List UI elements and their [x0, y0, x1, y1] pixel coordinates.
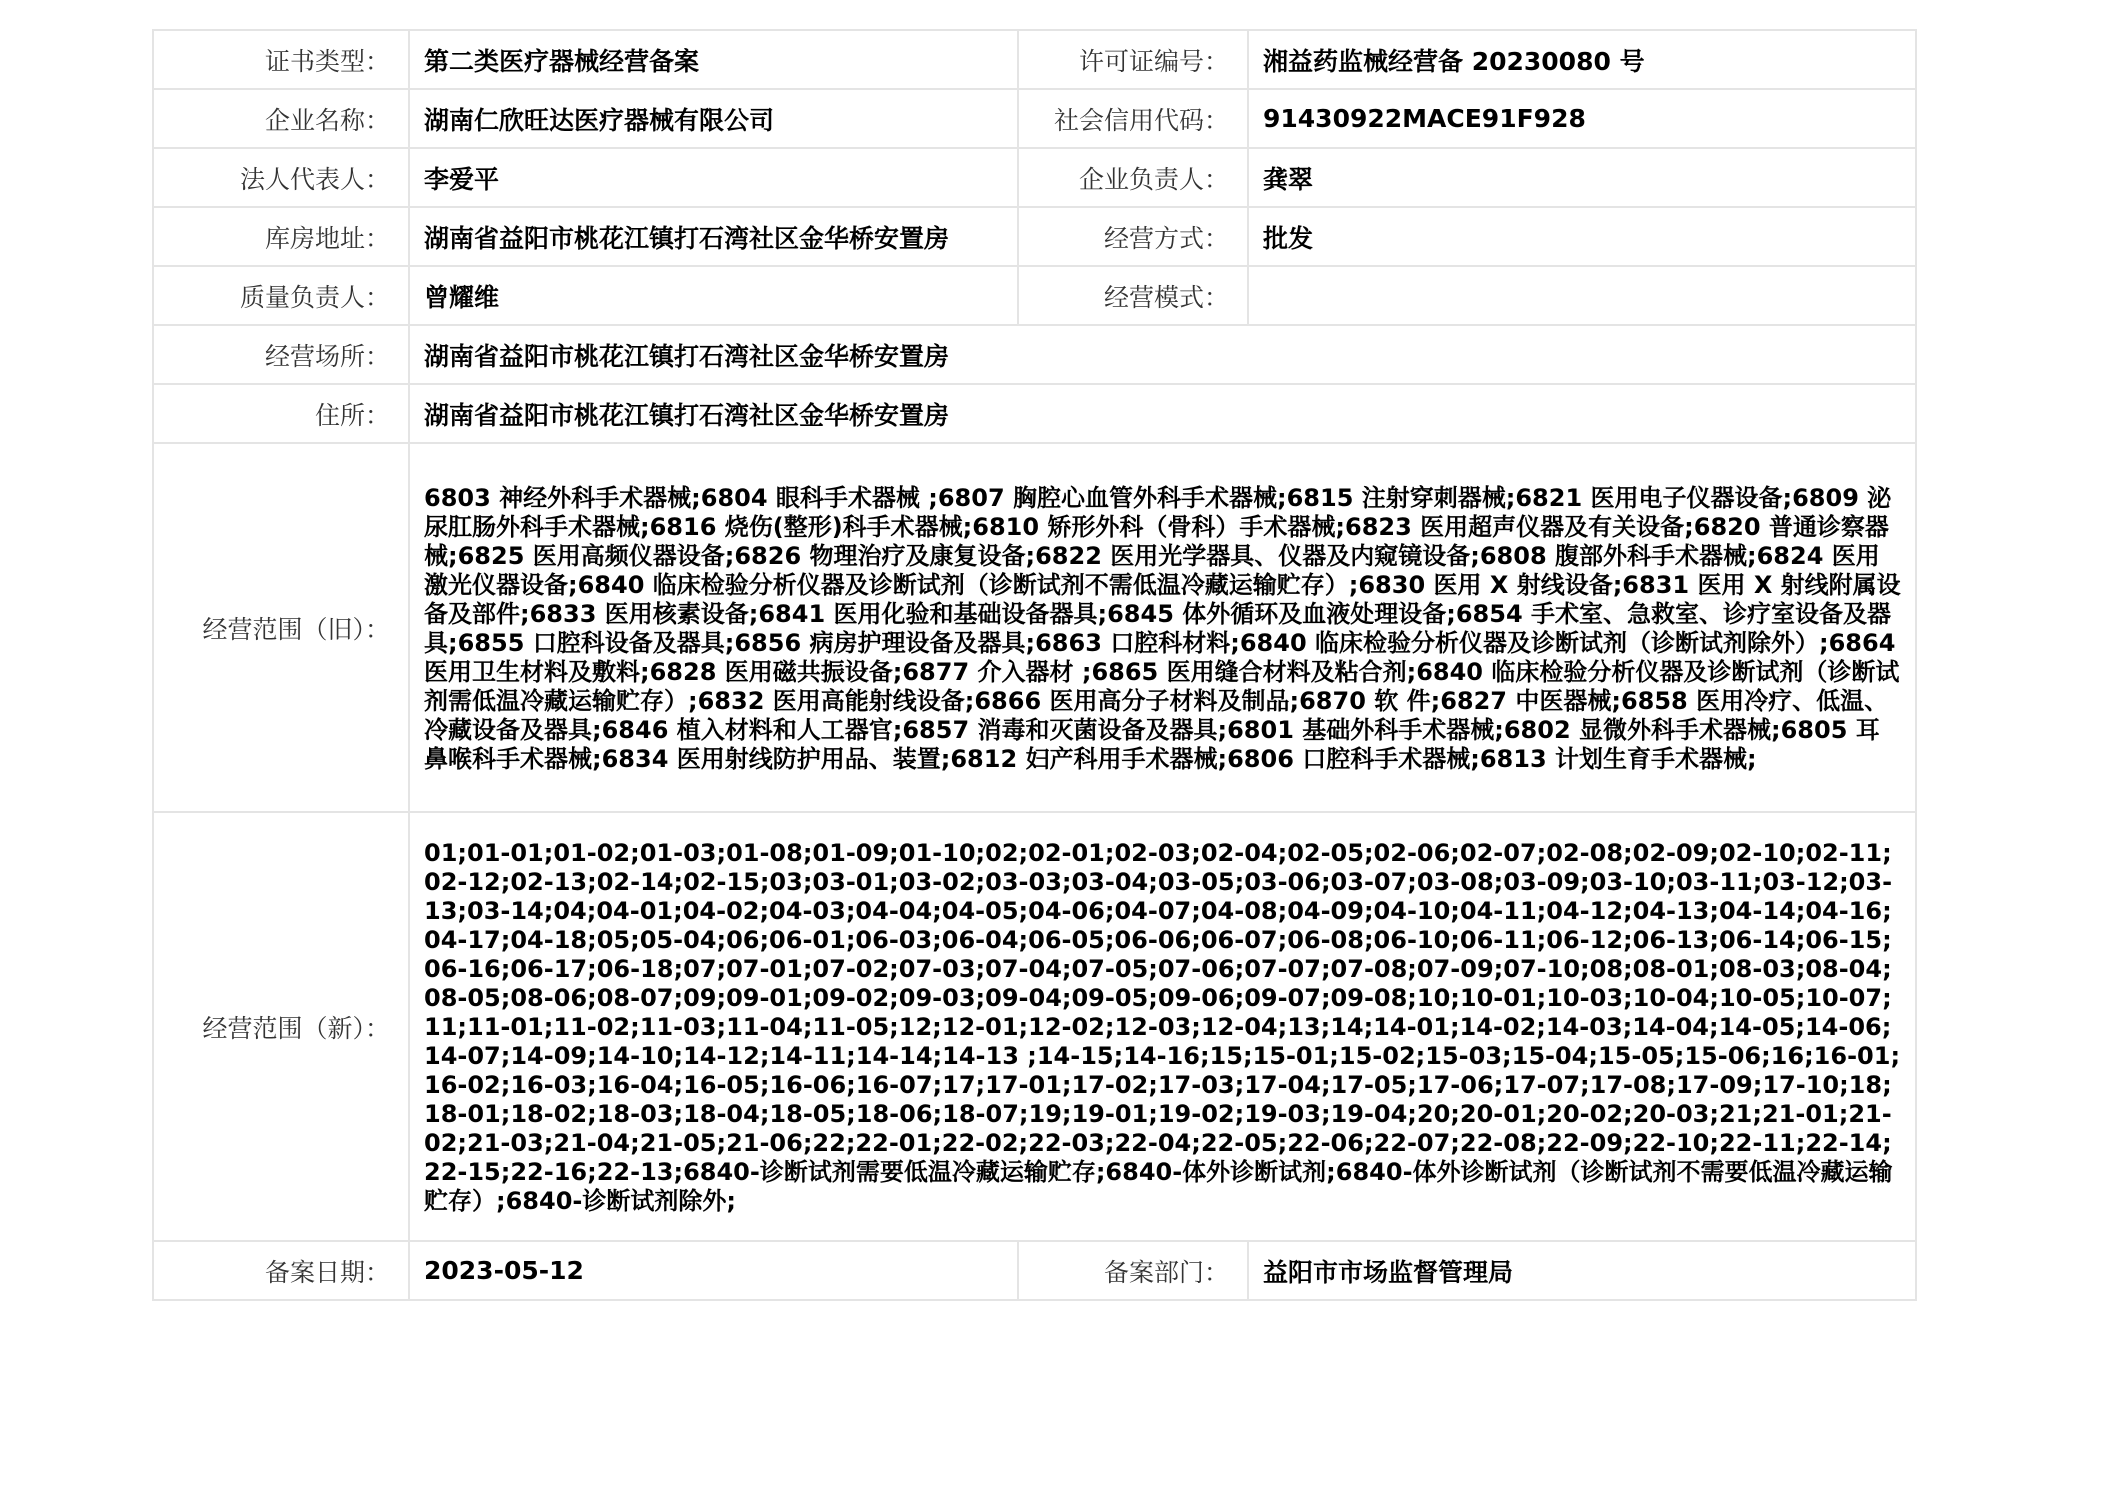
legal-rep-value: 李爱平	[409, 148, 1018, 207]
legal-rep-label: 法人代表人：	[153, 148, 409, 207]
table-row	[153, 325, 1916, 384]
scope-old-value: 6803 神经外科手术器械;6804 眼科手术器械 ;6807 胸腔心血管外科手术器械;6815 注射穿刺器械;6821 医用电子仪器设备;6809 泌尿肛肠外科手术器械;6816 烧伤(整形)科手术器械;6810 矫形外科（骨科）手术器械;6823 医用超声仪器及有关设备;6820 普通诊察器械;6825 医用高频仪器设备;6826 物理治疗及康复设备;6822 医用光学器具、仪器及内窥镜设备;6808 腹部外科手术器械;6824 医用激光仪器设备;6840 临床检验分析仪器及诊断试剂（诊断试剂不需低温冷藏运输贮存）;6830 医用 X 射线设备;6831 医用 X 射线附属设备及部件;6833 医用核素设备;6841 医用化验和基础设备器具;6845 体外循环及血液处理设备;6854 手术室、急救室、诊疗室设备及器具;6855 口腔科设备及器具;6856 病房护理设备及器具;6863 口腔科材料;6840 临床检验分析仪器及诊断试剂（诊断试剂除外）;6864 医用卫生材料及敷料;6828 医用磁共振设备;6877 介入器材 ;6865 医用缝合材料及粘合剂;6840 临床检验分析仪器及诊断试剂（诊断试剂需低温冷藏运输贮存）;6832 医用高能射线设备;6866 医用高分子材料及制品;6870 软 件;6827 中医器械;6858 医用冷疗、低温、冷藏设备及器具;6846 植入材料和人工器官;6857 消毒和灭菌设备及器具;6801 基础外科手术器械;6802 显微外科手术器械;6805 耳鼻喉科手术器械;6834 医用射线防护用品、装置;6812 妇产科用手术器械;6806 口腔科手术器械;6813 计划生育手术器械;	[409, 443, 1916, 812]
filing-record-table	[152, 29, 1917, 1301]
license-no-value: 湘益药监械经营备 20230080 号	[1248, 30, 1916, 89]
warehouse-address-label: 库房地址：	[153, 207, 409, 266]
residence-label: 住所：	[153, 384, 409, 443]
certificate-type-value: 第二类医疗器械经营备案	[409, 30, 1018, 89]
table-row	[153, 812, 1916, 1241]
filing-date-value: 2023-05-12	[409, 1241, 1018, 1300]
scope-new-label: 经营范围（新）：	[153, 812, 409, 1241]
filing-date-label: 备案日期：	[153, 1241, 409, 1300]
table-row	[153, 266, 1916, 325]
table-row	[153, 148, 1916, 207]
business-premises-value: 湖南省益阳市桃花江镇打石湾社区金华桥安置房	[409, 325, 1916, 384]
residence-value: 湖南省益阳市桃花江镇打石湾社区金华桥安置房	[409, 384, 1916, 443]
filing-dept-label: 备案部门：	[1018, 1241, 1248, 1300]
scope-new-value: 01;01-01;01-02;01-03;01-08;01-09;01-10;02;02-01;02-03;02-04;02-05;02-06;02-07;02-08;02-09;02-10;02-11;02-12;02-13;02-14;02-15;03;03-01;03-02;03-03;03-04;03-05;03-06;03-07;03-08;03-09;03-10;03-11;03-12;03-13;03-14;04;04-01;04-02;04-03;04-04;04-05;04-06;04-07;04-08;04-09;04-10;04-11;04-12;04-13;04-14;04-16;04-17;04-18;05;05-04;06;06-01;06-03;06-04;06-05;06-06;06-07;06-08;06-10;06-11;06-12;06-13;06-14;06-15;06-16;06-17;06-18;07;07-01;07-02;07-03;07-04;07-05;07-06;07-07;07-08;07-09;07-10;08;08-01;08-03;08-04;08-05;08-06;08-07;09;09-01;09-02;09-03;09-04;09-05;09-06;09-07;09-08;10;10-01;10-03;10-04;10-05;10-07;11;11-01;11-02;11-03;11-04;11-05;12;12-01;12-02;12-03;12-04;13;14;14-01;14-02;14-03;14-04;14-05;14-06;14-07;14-09;14-10;14-12;14-11;14-14;14-13 ;14-15;14-16;15;15-01;15-02;15-03;15-04;15-05;15-06;16;16-01;16-02;16-03;16-04;16-05;16-06;16-07;17;17-01;17-02;17-03;17-04;17-05;17-06;17-07;17-08;17-09;17-10;18;18-01;18-02;18-03;18-04;18-05;18-06;18-07;19;19-01;19-02;19-03;19-04;20;20-01;20-02;20-03;21;21-01;21-02;21-03;21-04;21-05;21-06;22;22-01;22-02;22-03;22-04;22-05;22-06;22-07;22-08;22-09;22-10;22-11;22-14;22-15;22-16;22-13;6840-诊断试剂需要低温冷藏运输贮存;6840-体外诊断试剂;6840-体外诊断试剂（诊断试剂不需要低温冷藏运输贮存）;6840-诊断试剂除外;	[409, 812, 1916, 1241]
company-head-value: 龚翠	[1248, 148, 1916, 207]
table-row	[153, 207, 1916, 266]
quality-head-label: 质量负责人：	[153, 266, 409, 325]
business-method-value: 批发	[1248, 207, 1916, 266]
credit-code-label: 社会信用代码：	[1018, 89, 1248, 148]
company-name-value: 湖南仁欣旺达医疗器械有限公司	[409, 89, 1018, 148]
table-row	[153, 89, 1916, 148]
warehouse-address-value: 湖南省益阳市桃花江镇打石湾社区金华桥安置房	[409, 207, 1018, 266]
credit-code-value: 91430922MACE91F928	[1248, 89, 1916, 148]
table-row	[153, 1241, 1916, 1300]
table-row	[153, 384, 1916, 443]
business-mode-label: 经营模式：	[1018, 266, 1248, 325]
table-row	[153, 443, 1916, 812]
license-no-label: 许可证编号：	[1018, 30, 1248, 89]
business-method-label: 经营方式：	[1018, 207, 1248, 266]
scope-old-label: 经营范围（旧）：	[153, 443, 409, 812]
certificate-type-label: 证书类型：	[153, 30, 409, 89]
company-head-label: 企业负责人：	[1018, 148, 1248, 207]
business-premises-label: 经营场所：	[153, 325, 409, 384]
quality-head-value: 曾耀维	[409, 266, 1018, 325]
filing-dept-value: 益阳市市场监督管理局	[1248, 1241, 1916, 1300]
table-row	[153, 30, 1916, 89]
company-name-label: 企业名称：	[153, 89, 409, 148]
business-mode-value	[1248, 266, 1916, 325]
